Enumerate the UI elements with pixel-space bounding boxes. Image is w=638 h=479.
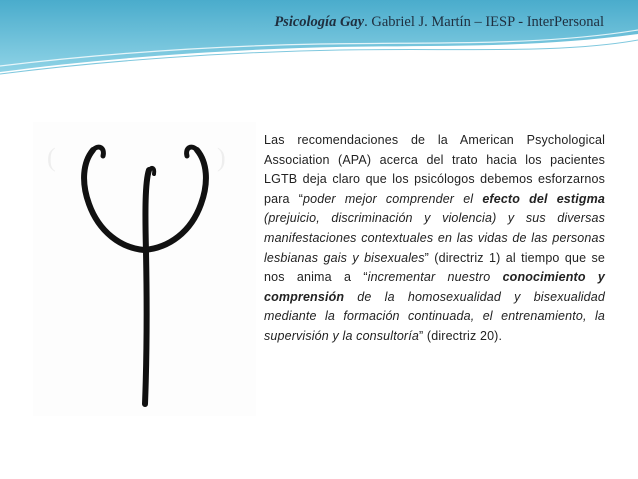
body-emphasis-knowledge: conocimiento y comprensión xyxy=(264,270,606,304)
header-title-main: Psicología Gay xyxy=(274,14,365,30)
header-title xyxy=(274,14,604,31)
body-text-6: incrementar nuestro xyxy=(367,270,503,285)
body-text-4: (prejuicio, discriminación y violencia) y sus diversas manifestaciones contextuales en las vidas de las personas lesbianas gais y bisexuales xyxy=(264,211,605,265)
svg-text:): ) xyxy=(217,143,226,172)
body-text-8: de la homosexualidad y bisexualidad mediante la formación continuada, el entrenamiento, la supervisión y la consultoría xyxy=(264,289,605,343)
body-paragraph xyxy=(264,131,605,347)
header-band xyxy=(0,0,638,80)
svg-text:(: ( xyxy=(47,143,56,172)
body-text-9: ” (directriz 20). xyxy=(418,328,503,343)
body-emphasis-stigma: efecto del estigma xyxy=(482,191,605,206)
body-text-5: ” (directriz 1) al tiempo que se nos anima a “ xyxy=(264,250,605,285)
body-text-2: poder mejor comprender el xyxy=(303,191,483,206)
psi-figure xyxy=(33,122,256,416)
psi-symbol-icon xyxy=(33,122,256,416)
header-title-rest: Gabriel J. Martín – IESP - InterPersonal xyxy=(367,14,604,30)
header-title-sep: . xyxy=(364,14,368,30)
body-text-1: Las recomendaciones de la American Psychological Association (APA) acerca del trato hacia los pacientes LGTB deja claro que los psicólogos debemos esforzarnos para “ xyxy=(264,133,605,206)
